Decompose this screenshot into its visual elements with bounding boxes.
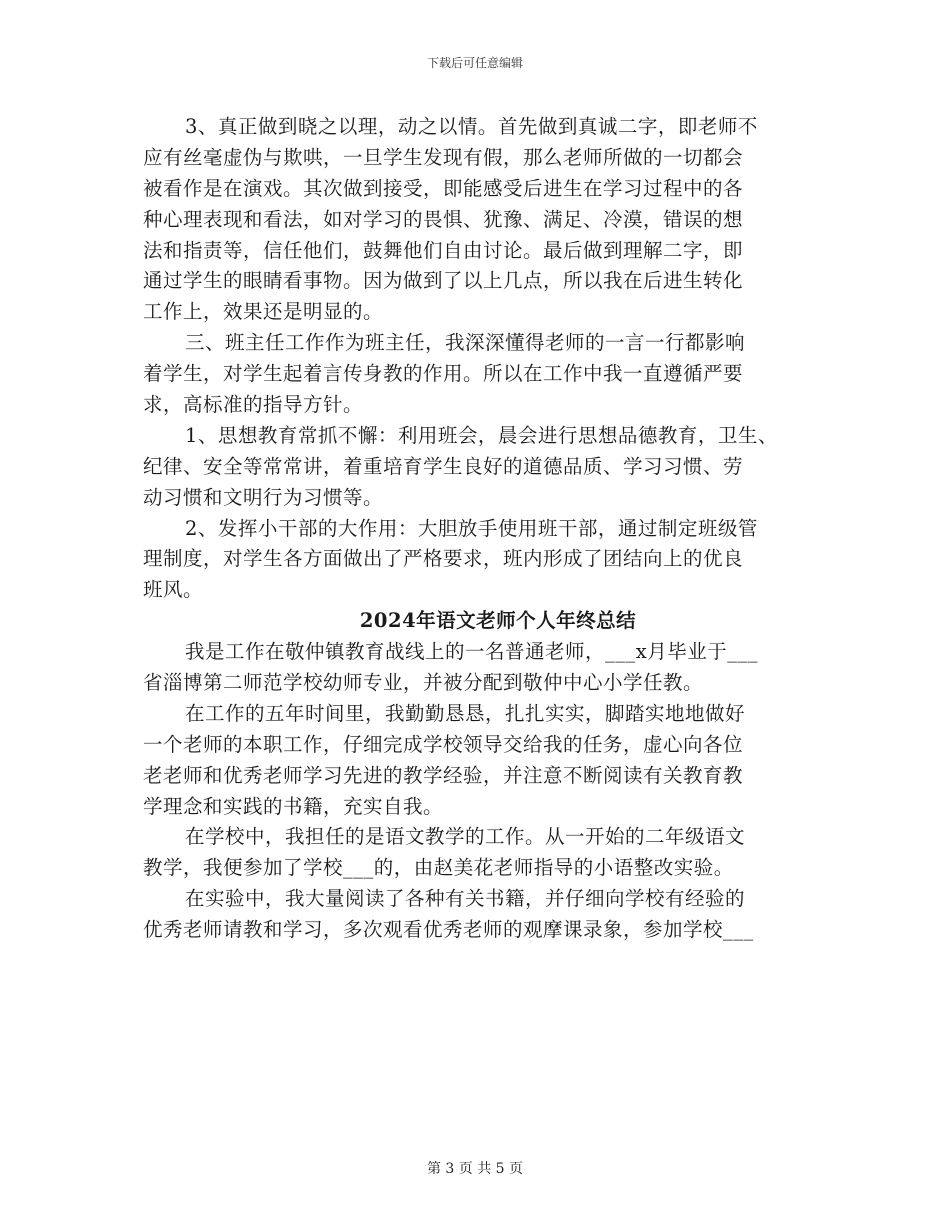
text-line: 3、真正做到晓之以理，动之以情。首先做到真诚二字，即老师不 [185, 115, 758, 138]
text-line: 我是工作在敬仲镇教育战线上的一名普通老师，___x月毕业于___ [185, 640, 758, 664]
text-line: 动习惯和文明行为习惯等。 [143, 485, 384, 509]
text-line: 1、思想教育常抓不懈：利用班会，晨会进行思想品德教育，卫生、 [185, 423, 778, 447]
text-line: 2、发挥小干部的大作用：大胆放手使用班干部，通过制定班级管 [185, 516, 758, 540]
text-line: 教学，我便参加了学校___的，由赵美花老师指导的小语整改实验。 [143, 856, 734, 880]
text-line: 一个老师的本职工作，仔细完成学校领导交给我的任务，虚心向各位 [143, 732, 744, 756]
text-line: 老老师和优秀老师学习先进的教学经验，并注意不断阅读有关教育教 [143, 763, 744, 787]
text-line: 在实验中，我大量阅读了各种有关书籍，并仔细向学校有经验的 [185, 887, 746, 911]
text-line: 优秀老师请教和学习，多次观看优秀老师的观摩课录象，参加学校___ [143, 918, 754, 942]
text-line: 着学生，对学生起着言传身教的作用。所以在工作中我一直遵循严要 [143, 362, 744, 386]
text-line: 工作上，效果还是明显的。 [143, 300, 384, 324]
text-line: 通过学生的眼睛看事物。因为做到了以上几点，所以我在后进生转化 [143, 269, 744, 293]
text-line: 求，高标准的指导方针。 [143, 393, 364, 417]
text-line: 三、班主任工作作为班主任，我深深懂得老师的一言一行都影响 [185, 331, 746, 355]
text-line: 种心理表现和看法，如对学习的畏惧、犹豫、满足、冷漠，错误的想 [143, 207, 744, 231]
text-line: 在学校中，我担任的是语文教学的工作。从一开始的二年级语文 [185, 825, 746, 849]
text-line: 省淄博第二师范学校幼师专业，并被分配到敬仲中心小学任教。 [143, 671, 704, 695]
text-line: 被看作是在演戏。其次做到接受，即能感受后进生在学习过程中的各 [143, 176, 744, 200]
text-line: 班风。 [143, 578, 204, 602]
text-line: 应有丝毫虚伪与欺哄，一旦学生发现有假，那么老师所做的一切都会 [143, 145, 744, 169]
text-line: 法和指责等，信任他们，鼓舞他们自由讨论。最后做到理解二字，即 [143, 238, 744, 262]
document-body [143, 112, 823, 946]
text-line: 纪律、安全等常常讲，着重培育学生良好的道德品质、学习习惯、劳 [143, 454, 744, 478]
text-line: 学理念和实践的书籍，充实自我。 [143, 794, 444, 818]
page-footer: 第 3 页 共 5 页 [426, 1161, 524, 1177]
text-line: 在工作的五年时间里，我勤勤恳恳，扎扎实实，脚踏实地地做好 [185, 701, 746, 725]
text-line: 理制度，对学生各方面做出了严格要求，班内形成了团结向上的优良 [143, 547, 744, 571]
document-title: 2024年语文老师个人年终总结 [359, 609, 637, 633]
page-header: 下载后可任意编辑 [426, 56, 523, 70]
